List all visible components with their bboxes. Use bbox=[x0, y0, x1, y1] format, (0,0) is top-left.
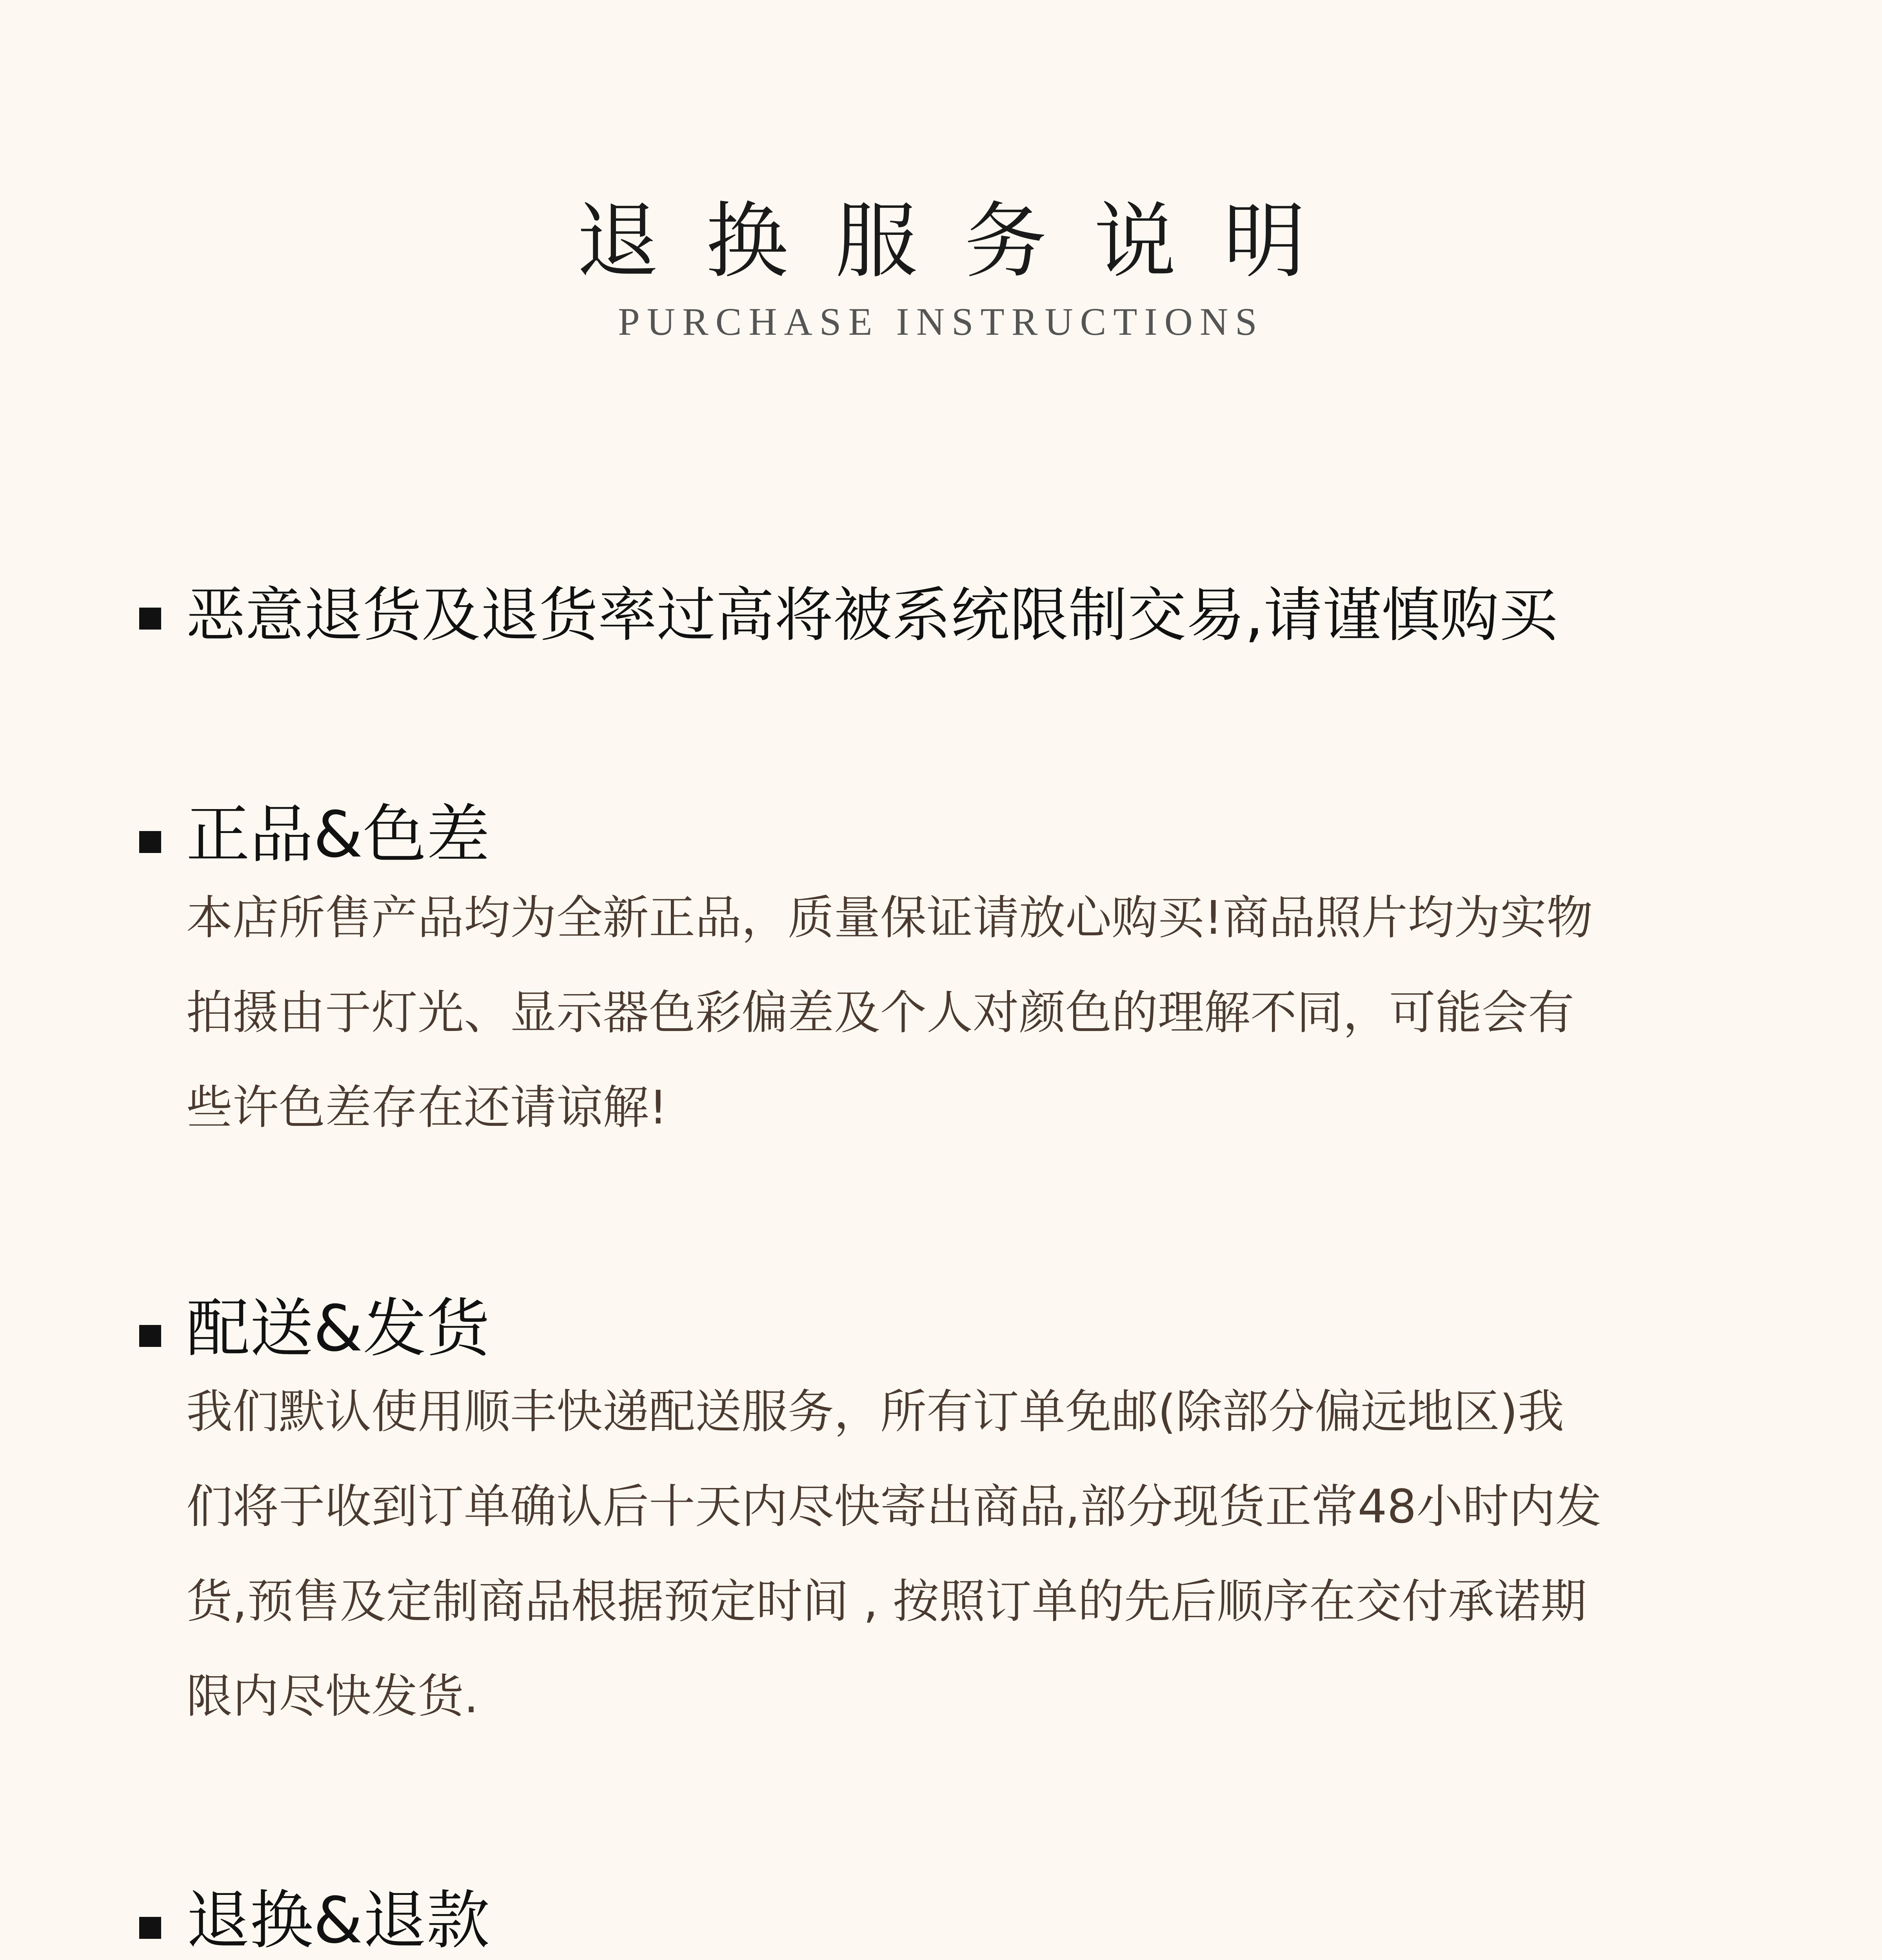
square-bullet-icon bbox=[139, 1325, 161, 1347]
section-body: 本店所售产品均为全新正品，质量保证请放心购买!商品照片均为实物 拍摄由于灯光、显示器色彩偏差及个人对颜色的理解不同，可能会有 些许色差存在还请谅解! bbox=[186, 891, 1593, 1134]
section-heading bbox=[139, 1886, 1747, 1956]
section-title: 正品&色差 bbox=[186, 798, 490, 872]
section-body: 我们默认使用顺丰快递配送服务，所有订单免邮(除部分偏远地区)我 们将于收到订单确认后十天内尽快寄出商品,部分现货正常48小时内发 货,预售及定制商品根据预定时间 , 按照订单的先后顺序在交付承诺期 限内尽快发货. bbox=[186, 1385, 1602, 1723]
notice-section bbox=[139, 580, 1747, 651]
section-title: 配送&发货 bbox=[186, 1292, 490, 1366]
square-bullet-icon bbox=[139, 608, 161, 630]
notice-text: 恶意退货及退货率过高将被系统限制交易,请谨慎购买 bbox=[186, 581, 1558, 650]
notice-heading bbox=[139, 580, 1747, 651]
section-heading bbox=[139, 800, 1747, 870]
section-return-refund bbox=[139, 1886, 1747, 1960]
section-heading bbox=[139, 1294, 1747, 1364]
square-bullet-icon bbox=[139, 831, 161, 853]
page-title: 退换服务说明 bbox=[576, 193, 1353, 289]
square-bullet-icon bbox=[139, 1917, 161, 1939]
section-title: 退换&退款 bbox=[186, 1884, 490, 1958]
page-subtitle: PURCHASE INSTRUCTIONS bbox=[618, 300, 1264, 343]
section-delivery-shipping bbox=[139, 1294, 1747, 1744]
section-authenticity-color bbox=[139, 800, 1747, 1155]
page-header bbox=[0, 193, 1882, 343]
